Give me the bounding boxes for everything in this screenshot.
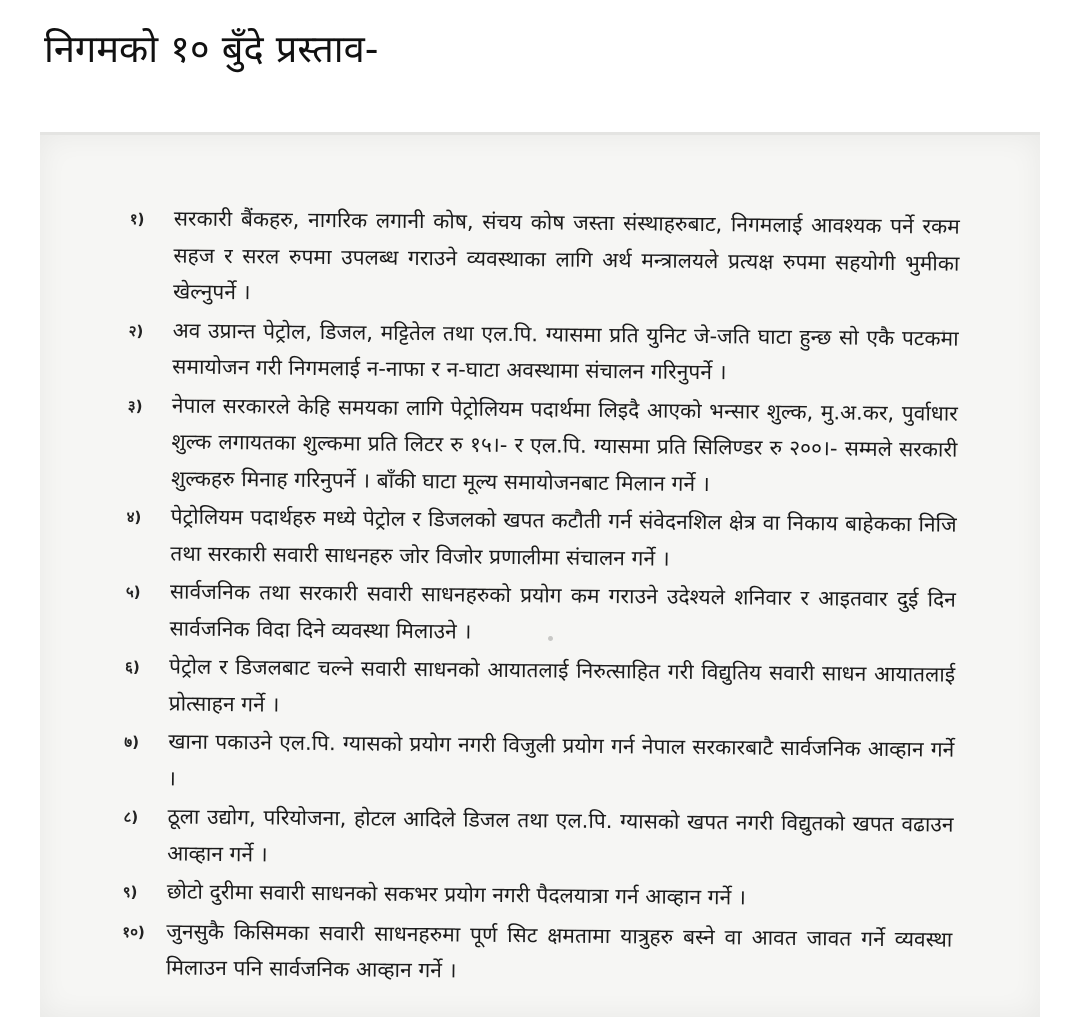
item-text: पेट्रोल र डिजलबाट चल्ने सवारी साधनको आयातलाई निरुत्साहित गरी विद्युतिय सवारी साधन आयातलाई प्रोत्साहन गर्ने ।: [168, 654, 956, 717]
item-text: नेपाल सरकारले केहि समयका लागि पेट्रोलियम पदार्थमा लिइदै आएको भन्सार शुल्क, मु.अ.कर, पुर्वाधार शुल्क लगायतका शुल्कमा प्रति लिटर रु १५।- र एल.पि. ग्यासमा प्रति सिलिण्डर रु २००।- सम्मले सरकारी शुल्कहरु मिनाह गरिनुपर्ने । बाँकी घाटा मूल्य समायोजनबाट मिलान गर्ने ।: [170, 392, 958, 496]
item-text: खाना पकाउने एल.पि. ग्यासको प्रयोग नगरी विजुली प्रयोग गर्न नेपाल सरकारबाटै सार्वजनिक आव्हान गर्ने ।: [167, 729, 955, 791]
list-item: [125, 648, 956, 730]
item-number: ५): [125, 582, 141, 602]
list-item: [125, 573, 956, 655]
item-number: ८): [123, 807, 139, 827]
item-number: ९): [122, 882, 138, 902]
item-text: पेट्रोलियम पदार्थहरु मध्ये पेट्रोल र डिजलको खपत कटौती गर्न संवेदनशिल क्षेत्र वा निकाय बाहेकका निजि तथा सरकारी सवारी साधनहरु जोर विजोर प्रणालीमा संचालन गर्ने ।: [170, 504, 957, 571]
list-item: [129, 200, 960, 318]
list-item: [127, 386, 958, 504]
item-number: ३): [127, 396, 143, 415]
proposal-list: [122, 200, 960, 996]
item-number: २): [128, 321, 144, 340]
page-title: निगमको १० बुँदे प्रस्ताव-: [44, 27, 379, 71]
item-number: १): [129, 209, 145, 229]
list-item: [128, 311, 959, 393]
list-item: [126, 498, 957, 580]
item-text: सार्वजनिक तथा सरकारी सवारी साधनहरुको प्रयोग कम गराउने उदेश्यले शनिवार र आइतवार दुई दिन सार्वजनिक विदा दिने व्यवस्था मिलाउने ।: [169, 579, 956, 644]
item-text: ठूला उद्योग, परियोजना, होटल आदिले डिजल तथा एल.पि. ग्यासको खपत नगरी विद्युतको खपत वढाउन आव्हान गर्ने ।: [167, 804, 954, 866]
item-text: जुनसुकै किसिमका सवारी साधनहरुमा पूर्ण सिट क्षमतामा यात्रुहरु बस्ने वा आवत जावत गर्ने व्यवस्था मिलाउन पनि सार्वजनिक आव्हान गर्ने ।: [165, 918, 953, 983]
item-number: ७): [124, 732, 140, 752]
item-text: अव उप्रान्त पेट्रोल, डिजल, मट्टितेल तथा एल.पि. ग्यासमा प्रति युनिट जे-जति घाटा हुन्छ सो एकै पटकमा समायोजन गरी निगमलाई न-नाफा र न-घाटा अवस्थामा संचालन गरिनुपर्ने ।: [172, 317, 959, 385]
item-text: सरकारी बैंकहरु, नागरिक लगानी कोष, संचय कोष जस्ता संस्थाहरुबाट, निगमलाई आवश्यक पर्ने रकम सहज र सरल रुपमा उपलब्ध गराउने व्यवस्थाका लागि अर्थ मन्त्रालयले प्रत्यक्ष रुपमा सहयोगी भुमीका खेल्नुपर्ने ।: [172, 206, 960, 305]
item-number: ६): [125, 657, 140, 677]
list-item: [123, 798, 954, 880]
item-number: ४): [126, 507, 142, 527]
item-text: छोटो दुरीमा सवारी साधनको सकभर प्रयोग नगरी पैदलयात्रा गर्न आव्हान गर्ने ।: [166, 879, 746, 910]
list-item: [124, 723, 955, 805]
list-item: [122, 912, 953, 994]
item-number: १०): [122, 922, 145, 941]
list-item: [123, 873, 953, 919]
